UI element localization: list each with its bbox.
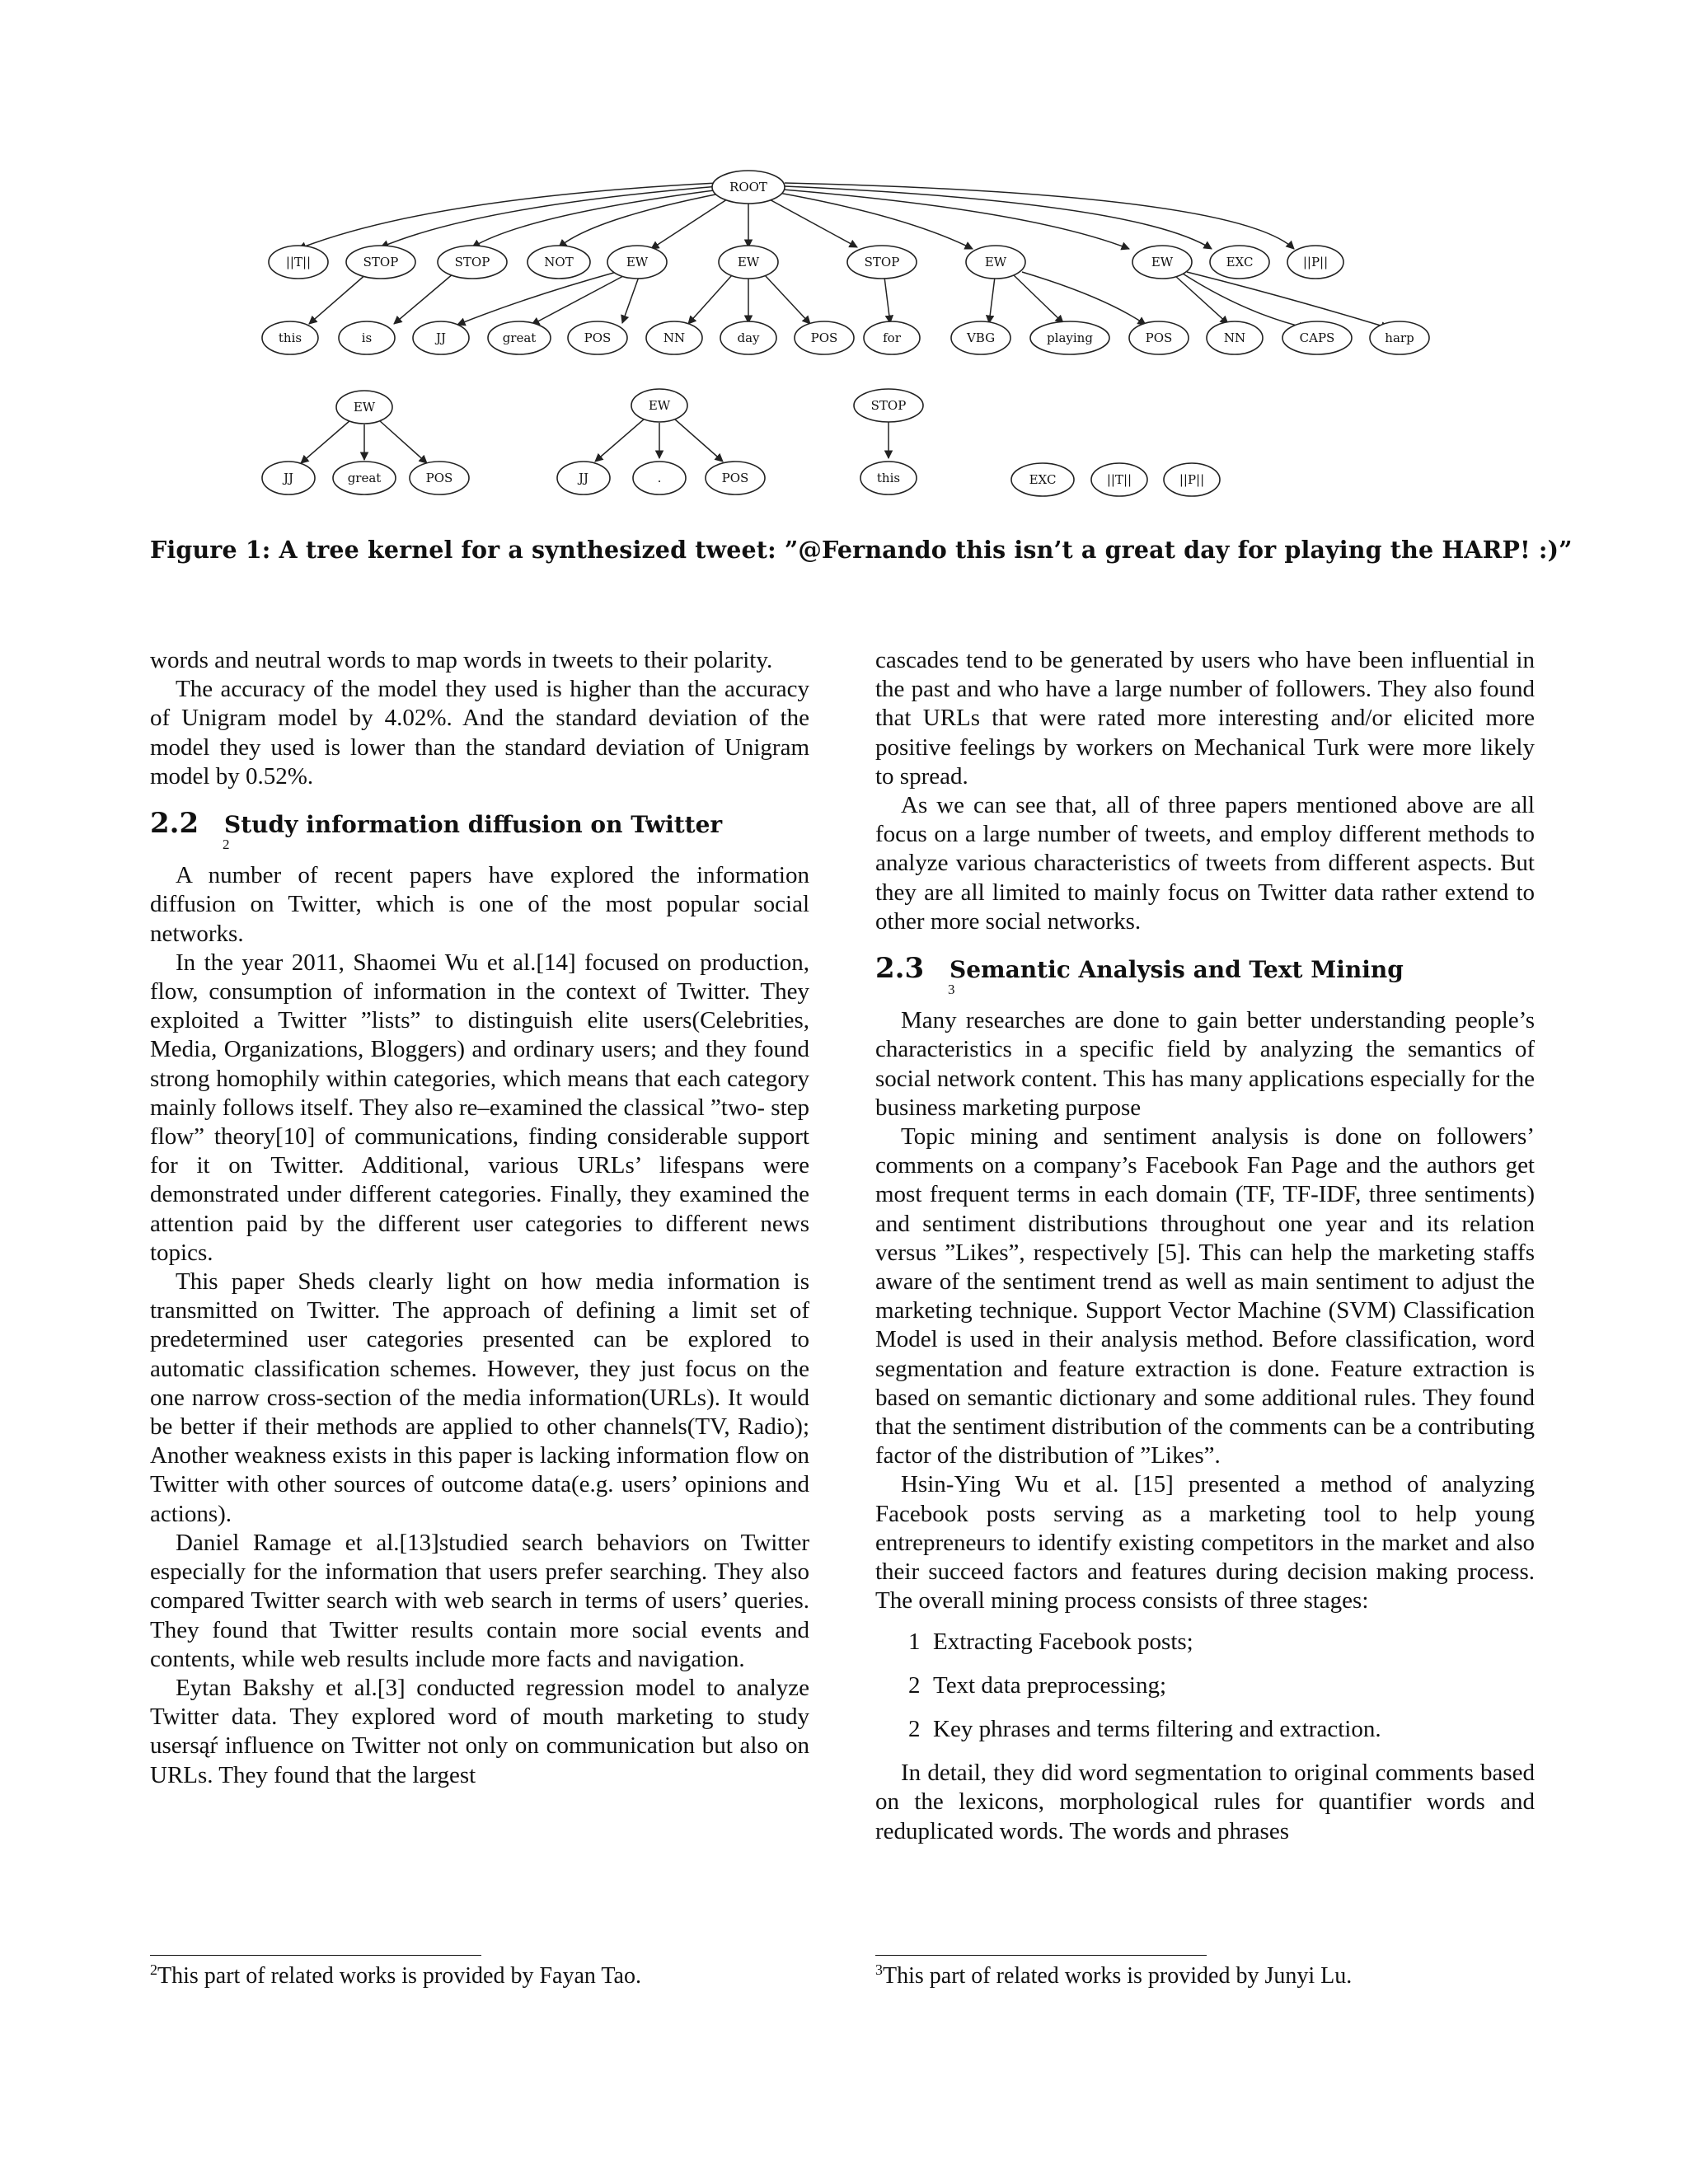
svg-text:STOP: STOP — [864, 255, 900, 269]
paragraph: In the year 2011, Shaomei Wu et al.[14] focused on production, flow, consumption of information in the context of Twitter. They exploited a Twitter ”lists” to distinguish elite users(Celebrities, Media, Organizations, Bloggers) and ordinary users; and they found strong homophily within categories, which means that each category mainly follows itself. They also re–examined the classical ”two- step flow” theory[10] of communications, finding considerable support for it on Twitter. Additional, various URLs’ lifespans were demonstrated under different categories. Finally, they examined the attention paid by the different user categories to different news topics. — [150, 949, 809, 1266]
tree-node-exc — [1210, 246, 1269, 279]
svg-text:great: great — [347, 471, 382, 485]
tree-leaf-is — [339, 321, 395, 354]
svg-text:POS: POS — [1145, 330, 1173, 345]
tree-node-not — [528, 246, 590, 279]
svg-text:EW: EW — [984, 255, 1007, 269]
svg-text:harp: harp — [1385, 330, 1414, 345]
fragment-ew-jj-dot-pos — [557, 389, 765, 494]
footnote-marker: 2 — [223, 837, 230, 853]
tree-level-2-nodes — [269, 246, 1343, 279]
tree-node-ew — [1132, 246, 1192, 279]
svg-text:POS: POS — [425, 471, 453, 485]
svg-text:great: great — [502, 330, 537, 345]
svg-text:EXC: EXC — [1029, 472, 1057, 487]
tree-node-ew — [607, 246, 667, 279]
section-heading-2-3 — [875, 954, 1535, 996]
right-column — [875, 646, 1535, 1846]
leaf-edges — [309, 272, 1389, 328]
svg-text:EXC: EXC — [1226, 255, 1254, 269]
paragraph: Eytan Bakshy et al.[3] conducted regression model to analyze Twitter data. They explored word of mouth marketing to study usersąŕ influence on Twitter not only on communication but also on URLs. They found that the largest — [150, 1674, 809, 1788]
paragraph: Topic mining and sentiment analysis is done on followers’ comments on a company’s Facebook Fan Page and the authors get most frequent terms in each domain (TF, TF-IDF, three sentiments) and sentiment distributions throughout one year and its relation versus ”Likes”, respectively [5]. This can help the marketing staffs aware of the sentiment trend as well as main sentiment to adjust the marketing technique. Support Vector Machine (SVM) Classification Model is used in their analysis method. Before classification, word segmentation and feature extraction is done. Feature extraction is based on semantic dictionary and some additional rules. They found that the sentiment distribution of the comments can be a contributing factor of the distribution of ”Likes”. — [875, 1123, 1535, 1469]
svg-text:ROOT: ROOT — [729, 180, 767, 194]
svg-text:for: for — [883, 330, 901, 345]
tree-leaf-nn — [1207, 321, 1263, 354]
svg-text:JJ: JJ — [578, 471, 589, 485]
svg-text:EW: EW — [1151, 255, 1174, 269]
svg-text:day: day — [737, 330, 760, 345]
list-item: 2 Key phrases and terms filtering and extraction. — [908, 1715, 1381, 1742]
svg-text:POS: POS — [584, 330, 612, 345]
svg-text:this: this — [876, 471, 901, 485]
paragraph: As we can see that, all of three papers mentioned above are all focus on a large number of tweets, and employ different methods to analyze various characteristics of tweets from different aspects. But they are all limited to mainly focus on Twitter data rather extend to other more social networks. — [875, 792, 1535, 935]
svg-text:this: this — [278, 330, 302, 345]
svg-text:||P||: ||P|| — [1302, 255, 1329, 269]
tree-leaf-pos — [568, 321, 627, 354]
svg-text:POS: POS — [810, 330, 838, 345]
svg-text:NN: NN — [1223, 330, 1246, 345]
footnote-text: This part of related works is provided by Junyi Lu. — [883, 1963, 1353, 1989]
paragraph: In detail, they did word segmentation to original comments based on the lexicons, morphological rules for quantifier words and reduplicated words. The words and phrases — [875, 1760, 1535, 1844]
footnote-rule — [150, 1955, 481, 1956]
fragment-singletons — [1011, 463, 1220, 496]
section-title: Study information diffusion on Twitter — [224, 811, 723, 839]
footnote-number: 3 — [875, 1961, 883, 1978]
paragraph: A number of recent papers have explored the information diffusion on Twitter, which is one of the most popular social networks. — [150, 862, 809, 947]
tree-node-stop — [346, 246, 415, 279]
section-title: Semantic Analysis and Text Mining — [950, 956, 1404, 984]
svg-text:is: is — [361, 330, 373, 345]
fragment-edges — [301, 419, 889, 463]
svg-text:EW: EW — [353, 400, 376, 415]
stages-list — [875, 1628, 1535, 1745]
footnote-marker: 3 — [948, 982, 955, 998]
left-column — [150, 646, 809, 1790]
tree-leaf-this — [262, 321, 318, 354]
tree-leaf-day — [720, 321, 776, 354]
paragraph: words and neutral words to map words in tweets to their polarity. — [150, 647, 773, 673]
tree-node-ew — [719, 246, 778, 279]
svg-text:CAPS: CAPS — [1299, 330, 1335, 345]
svg-text:||T||: ||T|| — [1106, 472, 1132, 487]
svg-text:playing: playing — [1047, 330, 1093, 345]
footnote-left — [150, 1961, 641, 1990]
svg-text:JJ: JJ — [283, 471, 294, 485]
svg-text:EW: EW — [648, 398, 671, 413]
fragment-ew-jj-great-pos — [262, 391, 469, 494]
footnote-rule — [875, 1955, 1207, 1956]
svg-text:VBG: VBG — [966, 330, 996, 345]
tree-leaf-nn — [646, 321, 702, 354]
svg-text:POS: POS — [721, 471, 749, 485]
section-heading-2-2 — [150, 809, 809, 851]
svg-text:||P||: ||P|| — [1179, 472, 1205, 487]
tree-node-stop — [438, 246, 507, 279]
tree-leaf-playing — [1030, 321, 1109, 354]
tree-node-t — [269, 246, 328, 279]
tree-leaf-pos — [1129, 321, 1189, 354]
paragraph: This paper Sheds clearly light on how media information is transmitted on Twitter. The approach of defining a limit set of predetermined user categories presented can be explored to automatic classification schemes. However, they just focus on the one narrow cross-section of the media information(URLs). It would be better if their methods are applied to other channels(TV, Radio); Another weakness exists in this paper is lacking information flow on Twitter with other sources of outcome data(e.g. users’ opinions and actions). — [150, 1268, 809, 1527]
svg-text:NOT: NOT — [544, 255, 574, 269]
footnote-number: 2 — [150, 1961, 157, 1978]
tree-leaf-vbg — [951, 321, 1010, 354]
footnote-right — [875, 1961, 1352, 1990]
list-item: 2 Text data preprocessing; — [908, 1671, 1167, 1699]
paragraph: Many researches are done to gain better understanding people’s characteristics in a specific field by analyzing the semantics of social network content. This has many applications especially for the business marketing purpose — [875, 1007, 1535, 1121]
tree-leaf-pos — [795, 321, 854, 354]
svg-text:STOP: STOP — [363, 255, 399, 269]
paragraph: The accuracy of the model they used is higher than the accuracy of Unigram model by 4.02%. And the standard deviation of the model they used is lower than the standard deviation of Unigram model by 0.52%. — [150, 676, 809, 790]
section-number: 2.2 — [150, 807, 199, 841]
paragraph: Hsin-Ying Wu et al. [15] presented a method of analyzing Facebook posts serving as a marketing tool to help young entrepreneurs to identify existing competitors in the market and also their succeed factors and features during decision making process. The overall mining process consists of three stages: — [875, 1471, 1535, 1615]
tree-leaf-nodes — [262, 321, 1429, 354]
root-edges — [298, 183, 1294, 249]
svg-text:EW: EW — [626, 255, 649, 269]
tree-node-p — [1287, 246, 1343, 279]
tree-fragments — [262, 389, 1220, 496]
figure-caption: Figure 1: A tree kernel for a synthesized tweet: ”@Fernando this isn’t a great day for playing the HARP! :)” — [150, 536, 1573, 564]
svg-text:.: . — [657, 471, 662, 485]
svg-text:STOP: STOP — [454, 255, 490, 269]
svg-text:NN: NN — [663, 330, 686, 345]
svg-text:STOP: STOP — [870, 398, 907, 413]
tree-leaf-for — [864, 321, 920, 354]
svg-text:EW: EW — [737, 255, 760, 269]
footnote-text: This part of related works is provided by Fayan Tao. — [157, 1963, 641, 1989]
svg-text:||T||: ||T|| — [285, 255, 312, 269]
tree-kernel-figure — [247, 161, 1442, 515]
tree-leaf-caps — [1282, 321, 1352, 354]
tree-leaf-great — [488, 321, 551, 354]
tree-node-root — [712, 171, 785, 204]
tree-leaf-harp — [1370, 321, 1429, 354]
tree-node-stop — [847, 246, 917, 279]
paragraph: Daniel Ramage et al.[13]studied search behaviors on Twitter especially for the information that users prefer searching. They also compared Twitter search with web search in terms of users’ queries. They found that Twitter results contain more social events and contents, while web results include more facts and navigation. — [150, 1529, 809, 1672]
section-number: 2.3 — [875, 952, 925, 986]
list-item: 1 Extracting Facebook posts; — [908, 1628, 1193, 1655]
paragraph: cascades tend to be generated by users who have been influential in the past and who have a large number of followers. They also found that URLs that were rated more interesting and/or elicited more positive feelings by workers on Mechanical Turk were more likely to spread. — [875, 647, 1535, 790]
tree-leaf-jj — [413, 321, 469, 354]
svg-text:JJ: JJ — [435, 330, 447, 345]
tree-node-ew — [966, 246, 1025, 279]
